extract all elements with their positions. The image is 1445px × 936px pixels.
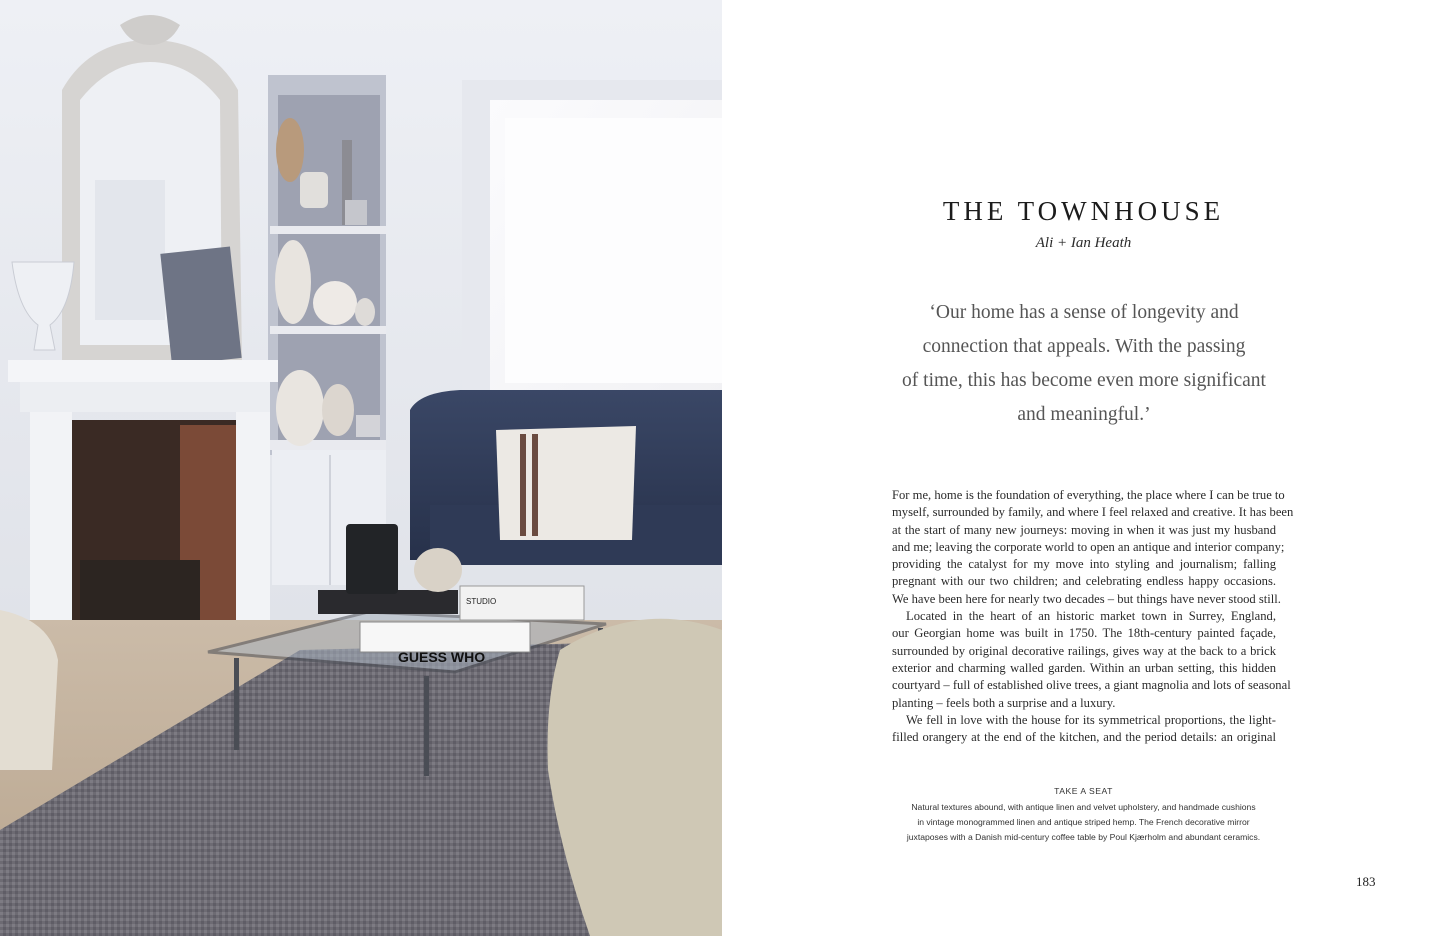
body-line: courtyard – full of established olive trees, a giant magnolia and lots of seasonal bbox=[892, 678, 1291, 693]
photo-illustration bbox=[0, 0, 722, 936]
body-line: providing the catalyst for my move into styling and journalism; falling bbox=[892, 557, 1276, 572]
window bbox=[462, 80, 722, 410]
caption-line: in vintage monogrammed linen and antique striped hemp. The French decorative mirror bbox=[917, 817, 1250, 827]
caption-heading: TAKE A SEAT bbox=[1054, 786, 1113, 796]
alcove-shelves bbox=[268, 75, 386, 585]
body-line: Located in the heart of an historic market town in Surrey, England, bbox=[906, 609, 1276, 624]
page-number: 183 bbox=[1356, 874, 1376, 889]
body-line: For me, home is the foundation of everything, the place where I can be true to bbox=[892, 488, 1285, 502]
pull-quote bbox=[892, 296, 1276, 432]
body-copy bbox=[892, 487, 1294, 746]
article-byline: Ali + Ian Heath bbox=[1035, 235, 1132, 251]
pull-quote-line: of time, this has become even more significant bbox=[902, 370, 1266, 391]
body-line: at the start of many new journeys: moving in when it was just my husband bbox=[892, 522, 1276, 537]
text-page bbox=[722, 0, 1445, 936]
body-line: filled orangery at the end of the kitchen, and the period details: an original bbox=[892, 730, 1276, 745]
body-line: We fell in love with the house for its symmetrical proportions, the light- bbox=[906, 712, 1276, 727]
body-line: exterior and charming walled garden. Within an urban setting, this hidden bbox=[892, 660, 1276, 675]
book-spine-text: GUESS WHO bbox=[398, 649, 486, 665]
body-line: pregnant with our two children; and celebrating endless happy occasions. bbox=[892, 574, 1276, 589]
photo-caption bbox=[862, 784, 1305, 845]
living-room-photo bbox=[0, 0, 722, 936]
body-line: We have been here for nearly two decades – but things have never stood still. bbox=[892, 591, 1281, 606]
caption-line: Natural textures abound, with antique linen and velvet upholstery, and handmade cushions bbox=[911, 802, 1256, 812]
caption-line: juxtaposes with a Danish mid-century coffee table by Poul Kjærholm and abundant ceramics. bbox=[906, 832, 1261, 842]
body-line: our Georgian home was built in 1750. The 18th-century painted façade, bbox=[892, 626, 1276, 641]
body-line: and me; leaving the corporate world to open an antique and interior company; bbox=[892, 539, 1285, 554]
body-line: myself, surrounded by family, and where I feel relaxed and creative. It has been bbox=[892, 505, 1294, 520]
blue-sofa bbox=[410, 390, 722, 565]
book-spine-studio: STUDIO bbox=[466, 597, 497, 606]
body-line: planting – feels both a surprise and a luxury. bbox=[892, 695, 1116, 710]
pull-quote-line: and meaningful.’ bbox=[1017, 404, 1151, 425]
pull-quote-line: connection that appeals. With the passing bbox=[922, 336, 1246, 357]
pull-quote-line: ‘Our home has a sense of longevity and bbox=[929, 302, 1239, 323]
framed-painting bbox=[160, 247, 241, 366]
article-title: THE TOWNHOUSE bbox=[942, 196, 1225, 226]
body-line: surrounded by original decorative railings, gives way at the back to a brick bbox=[892, 643, 1276, 658]
